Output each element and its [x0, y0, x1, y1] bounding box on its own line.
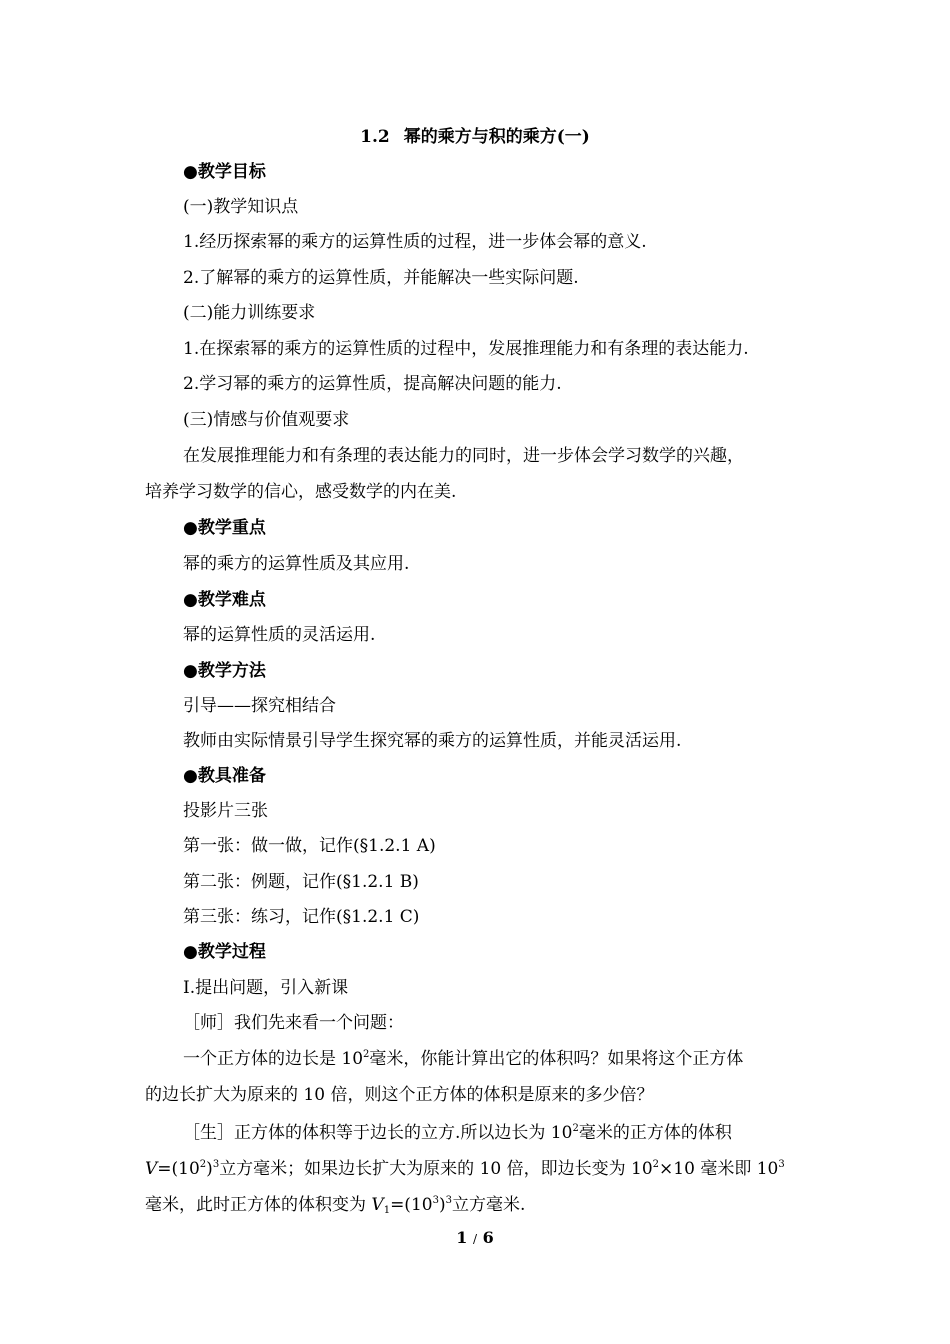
goals-heading: ●教学目标: [183, 162, 266, 182]
title-number: 1.2: [360, 127, 390, 147]
method-heading: ●教学方法: [183, 661, 266, 681]
materials-line-4: 第三张：练习，记作(§1.2.1 C): [183, 907, 420, 927]
values-text-line-2: 培养学习数学的信心，感受数学的内在美.: [145, 482, 457, 502]
student-line-2: $V=(10^2)^3$立方毫米；如果边长扩大为原来的 10 倍，即边长变为 $10^2\times 10$ 毫米即 $10^3$: [145, 1159, 785, 1179]
values-text-line-1: 在发展推理能力和有条理的表达能力的同时，进一步体会学习数学的兴趣，: [183, 446, 744, 466]
ability-heading: (二)能力训练要求: [183, 303, 316, 323]
materials-line-2: 第一张：做一做，记作(§1.2.1 A): [183, 836, 436, 856]
student-line-1: ［生］正方体的体积等于边长的立方.所以边长为 $10^2$毫米的正方体的体积: [183, 1123, 732, 1143]
materials-line-1: 投影片三张: [183, 801, 268, 821]
key-points-text: 幂的乘方的运算性质及其应用.: [183, 554, 410, 574]
method-line-2: 教师由实际情景引导学生探究幂的乘方的运算性质，并能灵活运用.: [183, 731, 682, 751]
difficulty-text: 幂的运算性质的灵活运用.: [183, 625, 376, 645]
page-number: 1 / 6: [456, 1228, 494, 1247]
teacher-line: ［师］我们先来看一个问题：: [183, 1013, 404, 1033]
materials-heading: ●教具准备: [183, 766, 266, 786]
question-line-1: 一个正方体的边长是 $10^2$毫米，你能计算出它的体积吗？如果将这个正方体: [183, 1049, 744, 1069]
ability-item-1: 1.在探索幂的乘方的运算性质的过程中，发展推理能力和有条理的表达能力.: [183, 339, 749, 359]
title-text: 幂的乘方与积的乘方(一): [403, 127, 590, 147]
knowledge-item-1: 1.经历探索幂的乘方的运算性质的过程，进一步体会幂的意义.: [183, 232, 647, 252]
page-title: [0, 126, 950, 148]
process-subheading: Ⅰ.提出问题，引入新课: [183, 978, 349, 998]
question-line-2: 的边长扩大为原来的 10 倍，则这个正方体的体积是原来的多少倍？: [145, 1085, 654, 1105]
values-heading: (三)情感与价值观要求: [183, 410, 350, 430]
process-heading: ●教学过程: [183, 942, 266, 962]
ability-item-2: 2.学习幂的乘方的运算性质，提高解决问题的能力.: [183, 374, 562, 394]
method-line-1: 引导——探究相结合: [183, 696, 336, 716]
materials-line-3: 第二张：例题，记作(§1.2.1 B): [183, 872, 419, 892]
knowledge-heading: (一)教学知识点: [183, 197, 299, 217]
student-line-3: 毫米，此时正方体的体积变为 $V_1=(10^3)^3$立方毫米.: [145, 1195, 526, 1216]
knowledge-item-2: 2.了解幂的乘方的运算性质，并能解决一些实际问题.: [183, 268, 579, 288]
key-points-heading: ●教学重点: [183, 518, 266, 538]
difficulty-heading: ●教学难点: [183, 590, 266, 610]
